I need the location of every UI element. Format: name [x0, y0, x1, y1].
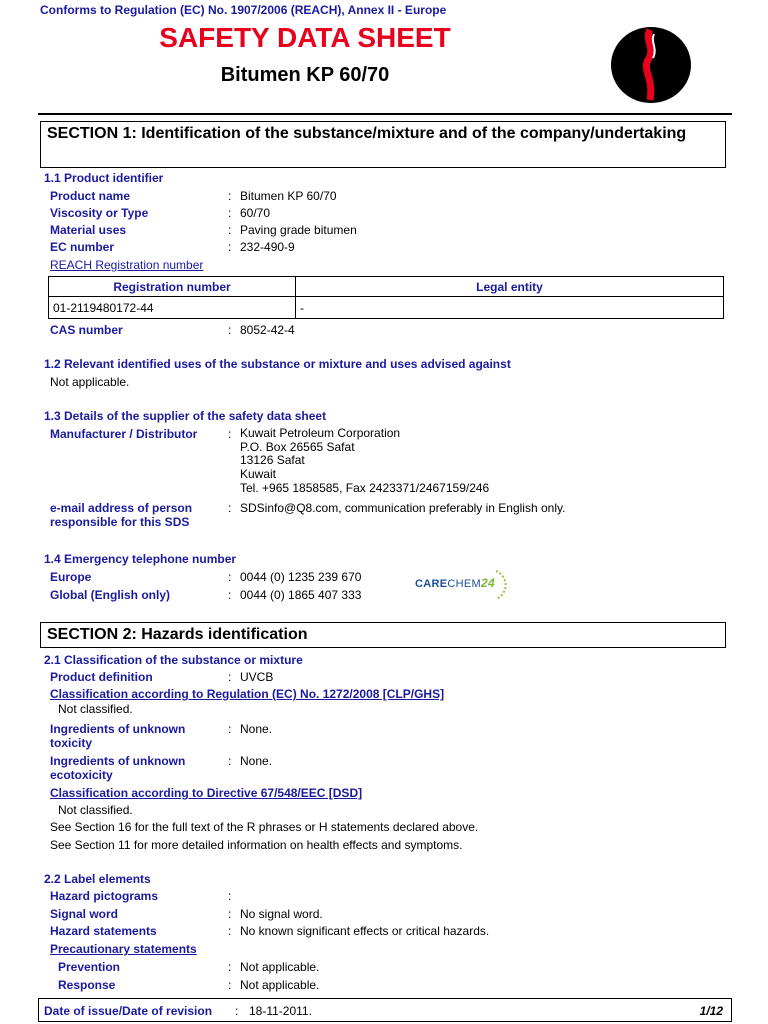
dsd-classification-value: Not classified. — [58, 803, 133, 817]
global-phone: 0044 (0) 1865 407 333 — [240, 588, 362, 602]
colon: : — [228, 588, 232, 602]
colon: : — [228, 223, 232, 237]
precautionary-statements-label: Precautionary statements — [50, 942, 197, 956]
subsection-1-4: 1.4 Emergency telephone number — [44, 552, 237, 566]
subsection-1-2: 1.2 Relevant identified uses of the substance or mixture and uses advised against — [44, 357, 511, 371]
ecotoxicity-value: None. — [240, 754, 273, 768]
colon: : — [228, 240, 232, 254]
ec-number-value: 232-490-9 — [240, 240, 295, 254]
colon: : — [228, 206, 232, 220]
product-title: Bitumen KP 60/70 — [220, 64, 390, 86]
manufacturer-label: Manufacturer / Distributor — [50, 427, 198, 441]
table-cell: 01-2119480172-44 — [49, 297, 296, 319]
toxicity-label: Ingredients of unknown toxicity — [50, 722, 186, 750]
product-name-value: Bitumen KP 60/70 — [240, 189, 337, 203]
product-definition-value: UVCB — [240, 670, 274, 684]
response-value: Not applicable. — [240, 978, 320, 992]
column-header: Registration number — [49, 277, 296, 297]
ecotoxicity-label: Ingredients of unknown ecotoxicity — [50, 754, 186, 782]
subsection-2-2: 2.2 Label elements — [44, 872, 151, 886]
material-uses-value: Paving grade bitumen — [240, 223, 357, 237]
manufacturer-address — [240, 427, 489, 496]
section-2-heading: SECTION 2: Hazards identification — [40, 622, 726, 648]
global-label: Global (English only) — [50, 588, 170, 602]
reach-registration-label: REACH Registration number — [50, 258, 204, 272]
date-label: Date of issue/Date of revision — [44, 1004, 213, 1018]
colon: : — [228, 978, 232, 992]
hazard-statements-label: Hazard statements — [50, 924, 157, 938]
date-value: 18-11-2011. — [249, 1004, 312, 1018]
colon: : — [228, 501, 232, 515]
cas-number-value: 8052-42-4 — [240, 323, 295, 337]
ec-number-label: EC number — [50, 240, 115, 254]
prevention-value: Not applicable. — [240, 960, 320, 974]
product-definition-label: Product definition — [50, 670, 153, 684]
address-line: 13126 Safat — [240, 453, 305, 468]
signal-word-label: Signal word — [50, 907, 119, 921]
colon: : — [228, 889, 232, 903]
europe-phone: 0044 (0) 1235 239 670 — [240, 570, 362, 584]
table-header-row — [49, 277, 724, 297]
note-section-16: See Section 16 for the full text of the R phrases or H statements declared above. — [50, 820, 479, 834]
section-1-heading: SECTION 1: Identification of the substance/mixture and of the company/undertaking — [40, 121, 726, 168]
product-name-label: Product name — [50, 189, 131, 203]
colon: : — [228, 189, 232, 203]
note-section-11: See Section 11 for more detailed information on health effects and symptoms. — [50, 838, 463, 852]
colon: : — [235, 1004, 239, 1018]
colon: : — [228, 722, 232, 736]
viscosity-label: Viscosity or Type — [50, 206, 149, 220]
column-header: Legal entity — [296, 277, 724, 297]
signal-word-value: No signal word. — [240, 907, 323, 921]
carechem-arc-icon — [490, 568, 518, 602]
header-divider — [38, 113, 732, 115]
page-number: 1/12 — [699, 1004, 723, 1018]
colon: : — [228, 670, 232, 684]
q8-logo — [610, 26, 692, 104]
prevention-label: Prevention — [58, 960, 121, 974]
hazard-statements-value: No known significant effects or critical hazards. — [240, 924, 490, 938]
colon: : — [228, 323, 232, 337]
subsection-1-1: 1.1 Product identifier — [44, 171, 164, 185]
dsd-classification-label: Classification according to Directive 67/548/EEC [DSD] — [50, 786, 363, 800]
material-uses-label: Material uses — [50, 223, 127, 237]
response-label: Response — [58, 978, 116, 992]
colon: : — [228, 570, 232, 584]
email-value: SDSinfo@Q8.com, communication preferably in English only. — [240, 501, 566, 515]
europe-label: Europe — [50, 570, 92, 584]
registration-table — [48, 276, 724, 319]
address-line: P.O. Box 26565 Safat — [240, 439, 355, 454]
clp-classification-label: Classification according to Regulation (EC) No. 1272/2008 [CLP/GHS] — [50, 687, 445, 701]
hazard-pictograms-label: Hazard pictograms — [50, 889, 159, 903]
table-row — [49, 297, 724, 319]
colon: : — [228, 960, 232, 974]
carechem24-logo: CARECHEM24 — [415, 576, 495, 590]
viscosity-value: 60/70 — [240, 206, 271, 220]
uses-text: Not applicable. — [50, 375, 130, 389]
colon: : — [228, 924, 232, 938]
clp-classification-value: Not classified. — [58, 702, 133, 716]
email-label: e-mail address of person responsible for this SDS — [50, 501, 193, 529]
colon: : — [228, 907, 232, 921]
regulation-text: Conforms to Regulation (EC) No. 1907/2006 (REACH), Annex II - Europe — [40, 3, 447, 17]
subsection-1-3: 1.3 Details of the supplier of the safety data sheet — [44, 409, 327, 423]
colon: : — [228, 754, 232, 768]
table-cell: - — [296, 297, 724, 319]
page-title: SAFETY DATA SHEET — [159, 22, 451, 53]
toxicity-value: None. — [240, 722, 273, 736]
colon: : — [228, 427, 232, 441]
footer-box — [38, 998, 732, 1022]
address-line: Kuwait — [240, 467, 277, 482]
address-line: Kuwait Petroleum Corporation — [240, 426, 401, 440]
address-line: Tel. +965 1858585, Fax 2423371/2467159/246 — [240, 480, 490, 495]
subsection-2-1: 2.1 Classification of the substance or mixture — [44, 653, 303, 667]
cas-number-label: CAS number — [50, 323, 123, 337]
